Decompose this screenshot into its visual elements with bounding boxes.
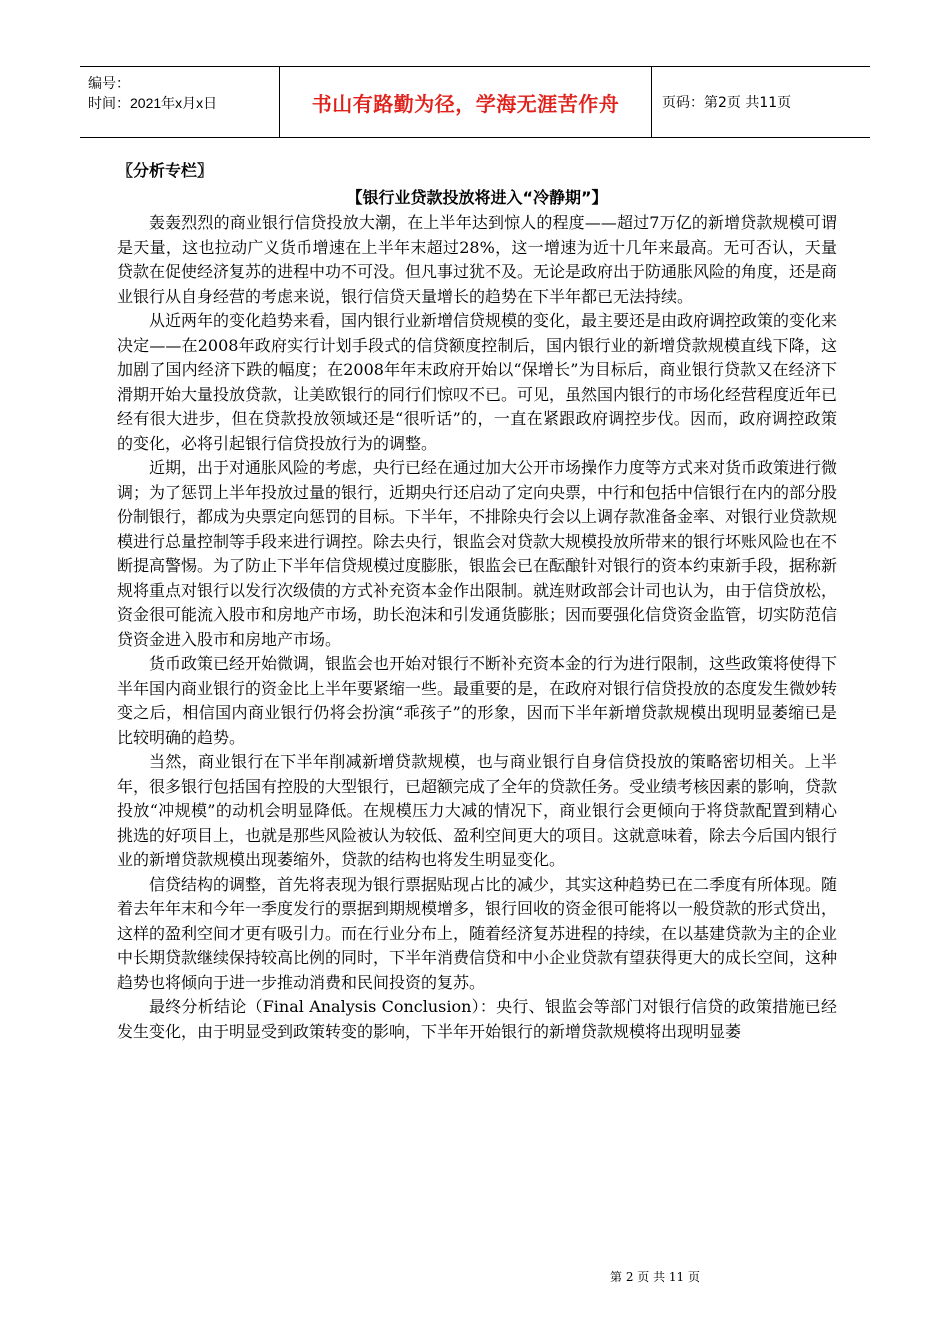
header-meta [80, 67, 280, 137]
section-tag: 〖分析专栏〗 [117, 161, 214, 180]
header-page-info: 页码：第2页 共11页 [662, 95, 792, 111]
paragraph: 信贷结构的调整，首先将表现为银行票据贴现占比的减少，其实这种趋势已在二季度有所体现。随着去年年末和今年一季度发行的票据到期规模增多，银行回收的资金很可能将以一般贷款的形式贷出，这样的盈利空间才更有吸引力。而在行业分布上，随着经济复苏进程的持续，在以基建贷款为主的企业中长期贷款继续保持较高比例的同时，下半年消费信贷和中小企业贷款有望获得更大的成长空间，这种趋势也将倾向于进一步推动消费和民间投资的复苏。 [117, 874, 838, 992]
paragraph-conclusion: 最终分析结论（Final Analysis Conclusion）：央行、银监会等部门对银行信贷的政策措施已经发生变化，由于明显受到政策转变的影响，下半年开始银行的新增贷款规模将出现明显萎 [117, 997, 837, 1041]
page-header [80, 66, 870, 138]
paragraph: 近期，出于对通胀风险的考虑，央行已经在通过加大公开市场操作力度等方式来对货币政策进行微调；为了惩罚上半年投放过量的银行，近期央行还启动了定向央票，中行和包括中信银行在内的部分股份制银行，都成为央票定向惩罚的目标。下半年，不排除央行会以上调存款准备金率、对银行业贷款规模进行总量控制等手段来进行调控。除去央行，银监会对贷款大规模投放所带来的银行坏账风险也在不断提高警惕。为了防止下半年信贷规模过度膨胀，银监会已在酝酿针对银行的资本约束新手段，据称新规将重点对银行以发行次级债的方式补充资本金作出限制。就连财政部会计司也认为，由于信贷放松，资金很可能流入股市和房地产市场，助长泡沫和引发通货膨胀；因而要强化信贷资金监管，切实防范信贷资金进入股市和房地产市场。 [117, 458, 838, 649]
article-title: 【银行业贷款投放将进入“冷静期”】 [346, 188, 608, 207]
paragraph: 轰轰烈烈的商业银行信贷投放大潮，在上半年达到惊人的程度——超过7万亿的新增贷款规模可谓是天量，这也拉动广义货币增速在上半年末超过28%，这一增速为近十几年来最高。无可否认，天量贷款在促使经济复苏的进程中功不可没。但凡事过犹不及。无论是政府出于防通胀风险的角度，还是商业银行从自身经营的考虑来说，银行信贷天量增长的趋势在下半年都已无法持续。 [117, 213, 838, 306]
paragraph: 货币政策已经开始微调，银监会也开始对银行不断补充资本金的行为进行限制，这些政策将使得下半年国内商业银行的资金比上半年要紧缩一些。最重要的是，在政府对银行信贷投放的态度发生微妙转变之后，相信国内商业银行仍将会扮演“乖孩子”的形象，因而下半年新增贷款规模出现明显萎缩已是比较明确的趋势。 [117, 654, 838, 747]
paragraph: 当然，商业银行在下半年削减新增贷款规模，也与商业银行自身信贷投放的策略密切相关。上半年，很多银行包括国有控股的大型银行，已超额完成了全年的贷款任务。受业绩考核因素的影响，贷款投放“冲规模”的动机会明显降低。在规模压力大减的情况下，商业银行会更倾向于将贷款配置到精心挑选的好项目上，也就是那些风险被认为较低、盈利空间更大的项目。这就意味着，除去今后国内银行业的新增贷款规模出现萎缩外，贷款的结构也将发生明显变化。 [117, 752, 838, 869]
paragraph: 从近两年的变化趋势来看，国内银行业新增信贷规模的变化，最主要还是由政府调控政策的变化来决定——在2008年政府实行计划手段式的信贷额度控制后，国内银行业的新增贷款规模直线下降，这加剧了国内经济下跌的幅度；在2008年年末政府开始以“保增长”为目标后，商业银行贷款又在经济下滑期开始大量投放贷款，让美欧银行的同行们惊叹不已。可见，虽然国内银行的市场化经营程度近年已经有很大进步，但在贷款投放领域还是“很听话”的，一直在紧跟政府调控步伐。因而，政府调控政策的变化，必将引起银行信贷投放行为的调整。 [117, 311, 838, 453]
document-number-label: 编号： [88, 75, 130, 91]
header-motto: 书山有路勤为径，学海无涯苦作舟 [311, 91, 620, 116]
header-motto-cell [280, 67, 652, 137]
page-footer: 第 2 页 共 11 页 [610, 1270, 700, 1284]
document-time-label: 时间：2021年x月x日 [88, 95, 218, 111]
document-body [117, 157, 837, 1044]
